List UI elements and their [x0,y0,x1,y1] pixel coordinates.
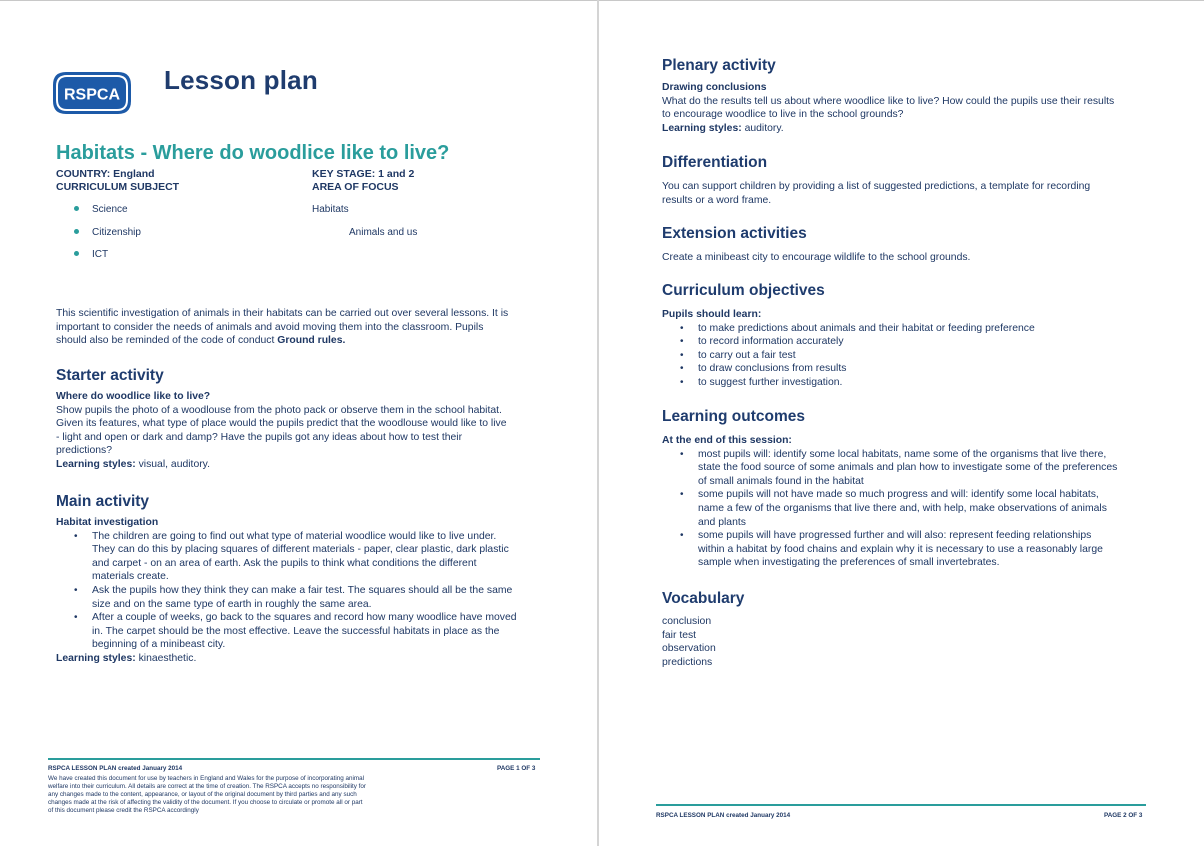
bullet-dot [74,251,79,256]
intro-text: should also be reminded of the code of conduct [56,335,278,347]
area-of-focus-label: AREA OF FOCUS [312,181,399,193]
objectives-heading: Curriculum objectives [662,282,825,299]
subject-text: ICT [92,249,109,260]
starter-body [56,390,507,472]
area-item: Habitats [312,204,349,215]
list-line: They can do this by placing squares of different materials - paper, clear plastic, dark plastic [92,544,509,556]
curriculum-subject-label: CURRICULUM SUBJECT [56,181,180,193]
list-item [662,488,1117,529]
objectives-list [662,322,1035,390]
country-label: COUNTRY: England [56,168,155,180]
disclaimer-line: welfare into their curriculum. All details are correct at the time of creation. The RSPCA accepts no responsibility for [48,783,367,790]
key-stage-label: KEY STAGE: 1 and 2 [312,168,415,180]
plenary-subheading: Drawing conclusions [662,82,767,93]
page-2 [599,0,1204,846]
learning-styles-value: visual, auditory. [135,458,210,470]
extension-line: Create a minibeast city to encourage wildlife to the school grounds. [662,252,971,263]
list-item [56,530,517,584]
list-item: • to draw conclusions from results [662,362,1035,376]
list-item: • to suggest further investigation. [662,376,1035,390]
list-item: • to make predictions about animals and their habitat or feeding preference [662,322,1035,336]
starter-heading: Starter activity [56,367,164,384]
learning-styles-value: kinaesthetic. [135,652,197,664]
vocabulary-word: predictions [662,656,713,668]
plenary-line: to encourage woodlice to live in the school grounds? [662,109,904,121]
main-activity-body [56,516,517,666]
intro-paragraph [56,307,508,348]
vocabulary-word: observation [662,643,716,655]
rspca-logo [52,71,132,115]
subject-text: Science [92,204,128,215]
differentiation-line: You can support children by providing a list of suggested predictions, a template for recording [662,181,1091,192]
starter-line: predictions? [56,445,113,457]
main-activity-subheading: Habitat investigation [56,517,159,528]
learning-styles-label: Learning styles: [662,122,742,134]
main-activity-list [56,530,517,652]
outcomes-subheading: At the end of this session: [662,435,792,446]
differentiation-body [662,180,1090,207]
list-line: • some pupils will have progressed further and will also: represent feeding relationships [698,530,1092,542]
document-title: Lesson plan [164,65,318,95]
list-line: and carpet - on an area of earth. Ask the pupils to think what conditions the different [92,557,477,569]
list-line: beginning of a minibeast city. [92,639,226,651]
starter-line: Given its features, what type of place would the pupils predict that the woodlouse would like to live [56,418,507,430]
disclaimer [48,775,478,815]
extension-body [662,251,970,265]
disclaimer-line: changes made at the risk of affecting the validity of the document. If you choose to circulate or promote all or part [48,799,363,806]
vocabulary-list [662,615,716,669]
starter-line: Show pupils the photo of a woodlouse from the photo pack or observe them in the school habitat. [56,404,502,416]
list-line: materials create. [92,571,169,583]
list-item: • to carry out a fair test [662,349,1035,363]
subject-text: Citizenship [92,227,141,238]
list-item [662,529,1117,570]
page-number: PAGE 1 OF 3 [497,765,536,772]
subject-item [74,249,108,260]
footer-rule [48,758,540,760]
ground-rules-link: Ground rules. [277,335,346,347]
list-item: • to record information accurately [662,335,1035,349]
footer-rule [656,804,1146,806]
vocabulary-word: fair test [662,629,697,641]
footer-label: RSPCA LESSON PLAN created January 2014 [48,765,183,772]
list-line: in. The carpet should be the most effective. Leave the successful habitats in place as the [92,625,500,637]
page-1 [0,0,597,846]
list-item [56,584,517,611]
list-line: of small animals found in the habitat [698,475,864,487]
disclaimer-line: of this document please credit the RSPCA accordingly [48,807,199,814]
list-line: state the food source of some animals and plan how to investigate some of the preferences [698,462,1118,474]
differentiation-heading: Differentiation [662,154,768,171]
outcomes-body [662,434,1117,570]
footer-label: RSPCA LESSON PLAN created January 2014 [656,812,791,819]
list-line: sample when investigating the preferences of small invertebrates. [698,557,1000,569]
page-number: PAGE 2 OF 3 [1104,812,1143,819]
plenary-learning-styles [662,122,1114,136]
list-line: • most pupils will: identify some local habitats, name some of the organisms that live there, [698,448,1107,460]
bullet-dot [74,229,79,234]
list-line: • After a couple of weeks, go back to the squares and record how many woodlice have moved [92,612,517,624]
plenary-line: What do the results tell us about where woodlice like to live? How could the pupils use their results [662,95,1115,107]
list-line: and plants [698,516,746,528]
list-line: within a habitat by food chains and explain why it is necessary to use a reasonably large [698,543,1103,555]
plenary-body [662,81,1114,135]
list-line: name a few of the organisms that live there and, with help, make observations of animals [698,502,1107,514]
rspca-logo-text: RSPCA [63,86,121,104]
list-line: size and on the same type of earth in roughly the same area. [92,598,372,610]
list-line: • Ask the pupils how they think they can make a fair test. The squares should all be the same [92,584,513,596]
disclaimer-line: We have created this document for use by teachers in England and Wales for the purpose of incorporating animal [48,775,365,782]
extension-heading: Extension activities [662,225,807,242]
starter-subheading: Where do woodlice like to live? [56,391,211,402]
objectives-body [662,308,1035,390]
subject-item [74,204,128,215]
objectives-subheading: Pupils should learn: [662,309,762,320]
starter-learning-styles [56,458,507,472]
list-line: • The children are going to find out what type of material woodlice would like to live under. [92,530,497,542]
differentiation-line: results or a word frame. [662,194,772,206]
learning-styles-label: Learning styles: [56,458,136,470]
plenary-heading: Plenary activity [662,57,776,74]
subject-item [74,227,141,238]
intro-line: important to consider the needs of animals and avoid moving them into the classroom. Pupils [56,321,484,333]
intro-line: This scientific investigation of animals in their habitats can be carried out over several lessons. It is [56,308,509,319]
learning-styles-label: Learning styles: [56,652,136,664]
list-item [56,611,517,652]
main-activity-heading: Main activity [56,493,150,510]
vocabulary-heading: Vocabulary [662,590,745,607]
starter-line: - light and open or dark and damp? Have the pupils got any ideas about how to test their [56,431,463,443]
main-learning-styles [56,652,517,666]
disclaimer-line: any changes made to the content, appearance, or layout of the original document by third parties and any such [48,791,357,798]
list-item [662,448,1117,489]
area-item: Animals and us [349,227,418,238]
lesson-title: Habitats - Where do woodlice like to live? [56,142,450,164]
vocabulary-word: conclusion [662,616,712,627]
intro-line [56,334,508,348]
outcomes-list [662,448,1117,570]
outcomes-heading: Learning outcomes [662,408,805,425]
bullet-dot [74,206,79,211]
learning-styles-value: auditory. [741,122,784,134]
list-line: • some pupils will not have made so much progress and will: identify some local habitats, [698,489,1099,501]
